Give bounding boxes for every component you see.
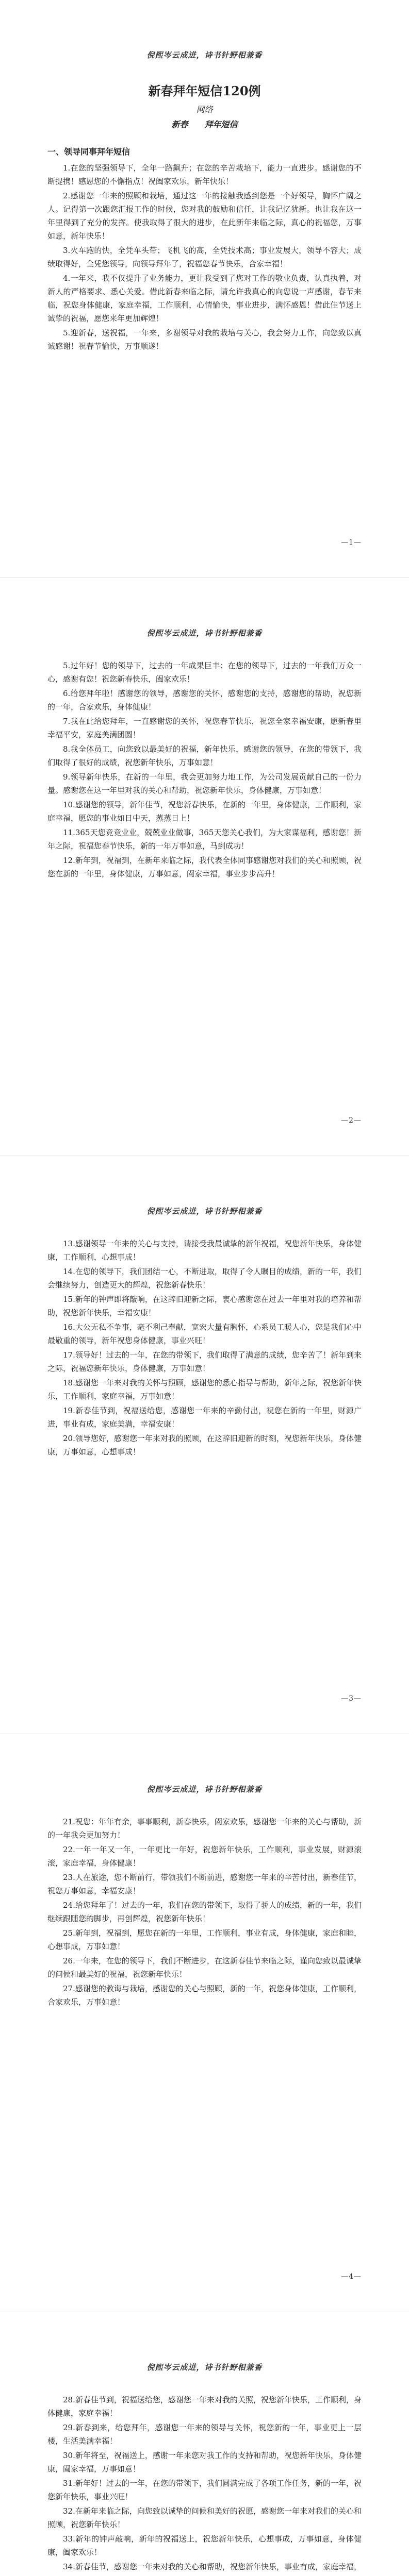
document-page-1 xyxy=(0,0,409,578)
paragraph: 5.过年好！您的领导下，过去的一年成果巨丰；在您的领导下，过去的一年我们万众一心，感谢有您！祝您新春快乐，阖家欢乐！ xyxy=(47,661,362,684)
paragraph: 34.新春佳节，感谢您一年来对我的关心和帮助，祝您新年快乐，事业有成，家庭幸福， xyxy=(63,2562,362,2571)
paragraph: 7.我在此给您拜年，一直感谢您的关怀，祝您春节快乐，祝您全家幸福安康，愿新春里幸福平安，家庭美满团圆！ xyxy=(47,717,362,739)
paragraph: 32.在新年来临之际，向您致以诚挚的问候和美好的祝愿，感谢您一年来对我们的关心和照顾，祝您新年快乐！ xyxy=(47,2506,362,2529)
document-page-2 xyxy=(0,578,409,1156)
paragraph: 24.给您拜年了！过去的一年，我们在您的带领下，取得了骄人的成绩，新的一年，我们继续跟随您的脚步，再创辉煌，祝您新年快乐！ xyxy=(47,1901,362,1923)
paragraph: 8.我全体员工，向您致以最美好的祝福，新年快乐，感谢您的领导，在您的带领下，我们取得了很好的成绩，祝您新年快乐，万事如意！ xyxy=(47,744,362,767)
page-number: —1— xyxy=(341,538,362,547)
document-title: 新春拜年短信120例 xyxy=(148,83,261,98)
paragraph: 6.给您拜年啦！感谢您的领导，感谢您的关怀，感谢您的支持，感谢您的帮助，祝您新的一年，合家欢乐，身体健康！ xyxy=(47,689,362,711)
document-tagline: 新春 拜年短信 xyxy=(171,120,238,129)
paragraph: 30.新年将至，祝福送上，感谢一年来您对我工作的支持和帮助，祝您新年快乐，身体健康，阖家幸福，万事如意！ xyxy=(47,2451,362,2473)
paragraph: 9.领导新年快乐，在新的一年里，我会更加努力地工作，为公司发展贡献自己的一份力量。感谢您在这一年里对我的关心和帮助，祝您新年快乐，身体健康，万事如意！ xyxy=(47,772,362,795)
paragraph: 28.新春佳节到，祝福送给您，感谢您一年来对我的关照，祝您新年快乐，工作顺利，身体健康，家庭幸福！ xyxy=(47,2395,362,2418)
section-title: 一、领导同事拜年短信 xyxy=(47,147,130,157)
paragraph: 17.领导好！过去的一年，在您的带领下，我们取得了满意的成绩，您辛苦了！新年到来之际，祝福您新年快乐，身体健康，万事如意！ xyxy=(47,1350,362,1373)
paragraph: 11.365天您竞竞业业，兢兢业业做事，365天您关心我们，为大家谋福利，感谢您！新年之际，祝福您春节快乐，新的一年万事如意，马到成功！ xyxy=(47,828,362,851)
paragraph: 29.新春到来，给您拜年，感谢您一年来的领导与关怀，祝您新的一年，事业更上一层楼，生活美满幸福！ xyxy=(47,2423,362,2446)
paragraph: 1.在您的坚强领导下，全年一路飙升；在您的辛苦栽培下，能力一直进步。感谢您的不断提携！感恩您的不懈指点！祝阖家欢乐，新年快乐！ xyxy=(47,163,362,186)
paragraph: 26.一年来，在您的领导下，我们不断进步，在这新春佳节来临之际，谨向您致以最诚挚的问候和最美好的祝福，祝您新年快乐！ xyxy=(47,1956,362,1979)
paragraph: 13.感谢领导一年来的关心与支持，请接受我最诚挚的新年祝福，祝您新年快乐，身体健康，工作顺利，心想事成！ xyxy=(47,1239,362,1262)
document-page-3 xyxy=(0,1156,409,1734)
page-number: —4— xyxy=(341,2273,362,2281)
paragraph: 5.迎新春，送祝福，一年来，多谢领导对我的栽培与关心，我会努力工作，向您致以真诚感谢！祝春节愉快，万事顺遂！ xyxy=(47,328,362,351)
paragraph: 22.一年一年又一年，一年更比一年好，祝您新年快乐，工作顺利，事业发展，财源滚滚，家庭幸福，身体健康！ xyxy=(47,1845,362,1868)
paragraph: 16.大公无私不争事，毫不利己奉献，宽宏大量有胸怀，心系员工暖人心，您是我们心中最敬重的领导，新年祝您身体健康，事业兴旺！ xyxy=(47,1323,362,1345)
page-header: 倪熙岑云成进，诗书针野相兼香 xyxy=(146,629,263,638)
paragraph: 14.在您的领导下，我们团结一心，不断进取，取得了令人瞩目的成绩，新的一年，我们会继续努力，创造更大的辉煌，祝您新春快乐！ xyxy=(47,1267,362,1290)
page-header: 倪熙岑云成进，诗书针野相兼香 xyxy=(146,1207,263,1216)
paragraph: 23.人在旅途，您不断前行，带领我们不断前进，感谢您一年来的辛苦付出，新春佳节，祝您万事如意，幸福安康！ xyxy=(47,1873,362,1895)
page-header: 倪熙岑云成进，诗书针野相兼香 xyxy=(146,1785,263,1794)
paragraph: 27.感谢您的教诲与栽培，感谢您的关心与照顾，新的一年，祝您身体健康，工作顺利，合家欢乐，万事如意！ xyxy=(47,1984,362,2007)
page-number: —2— xyxy=(341,1116,362,1125)
paragraph: 21.祝您：年年有余，事事顺利，新春快乐，阖家欢乐，感谢您一年来的关心与帮助，新的一年我会更加努力！ xyxy=(47,1817,362,1840)
paragraph: 2.感谢您一年来的照顾和栽培，通过这一年的接触我感到您是一个好领导，胸怀广阔之人。记得第一次跟您汇报工作的时候，您对我的鼓励和信任，让我记忆犹新。也让我在这一年里得到了充分的发挥。使我取得了很大的进步，在此新年来临之际，真心的祝福您，万事如意，新年快乐！ xyxy=(47,191,362,241)
paragraph: 31.新年好！过去的一年，在您的带领下，我们圆满完成了各项工作任务，新的一年，祝您新年快乐，事业兴旺！ xyxy=(47,2479,362,2501)
paragraph: 10.感谢您的领导，新年佳节，祝您新春快乐，在新的一年里，身体健康，工作顺利，家庭幸福，愿您的事业如日中天，蒸蒸日上！ xyxy=(47,800,362,823)
paragraph: 4.一年来，我不仅提升了业务能力，更让我受到了您对工作的敬业负责，认真执着，对新人的严格要求、悉心关爱。借此新春来临之际，请允许我真心的向您说一声感谢，春节来临，祝您身体健康，家庭幸福，工作顺利，心情愉快，事业进步，满怀感恩！借此佳节送上诚挚的祝福，愿您来年更加辉煌！ xyxy=(47,274,362,323)
paragraph: 12.新年到，祝福到，在新年来临之际，我代表全体同事感谢您对我们的关心和照顾，祝您在新的一年里，身体健康，万事如意，阖家幸福，事业步步高升！ xyxy=(47,856,362,878)
page-header: 倪熙岑云成进，诗书针野相兼香 xyxy=(146,50,263,60)
paragraph: 15.新年的钟声即将敲响，在这辞旧迎新之际，衷心感谢您在过去一年里对我的培养和帮助，祝您新年快乐，幸福安康！ xyxy=(47,1295,362,1317)
paragraph: 25.新年到，祝福到，愿您在新的一年里，工作顺利，事业有成，身体健康，家庭和睦，心想事成，万事如意！ xyxy=(47,1928,362,1951)
document-page-5 xyxy=(0,2312,409,2576)
paragraph: 18.感谢您一年来对我的关怀与照顾，感谢您的悉心指导与帮助，新年之际，祝您新年快乐，工作顺利，家庭幸福，万事如意！ xyxy=(47,1378,362,1401)
paragraph: 3.火车跑的快，全凭车头带；飞机飞的高，全凭技术高；事业发展大，领导不容大；成绩取得好，全凭您领导，向领导拜年了，祝福您春节快乐，合家幸福！ xyxy=(47,246,362,268)
paragraph: 19.新春佳节到，祝福送给您，感谢您一年来的辛勤付出，祝您在新的一年里，财源广进，事业有成，家庭美满，幸福安康！ xyxy=(47,1406,362,1429)
document-author: 网络 xyxy=(196,105,213,114)
paragraph: 20.领导您好，感谢您一年来对我的照顾，在这辞旧迎新的时刻，祝您新年快乐，身体健康，万事如意，心想事成！ xyxy=(47,1434,362,1456)
document-page-4 xyxy=(0,1734,409,2312)
paragraph: 33.新年的钟声敲响，新年的祝福送上，祝您新年快乐，心想事成，万事如意，身体健康，阖家欢乐！ xyxy=(47,2534,362,2557)
page-header: 倪熙岑云成进，诗书针野相兼香 xyxy=(146,2363,263,2372)
page-number: —3— xyxy=(341,1694,362,1703)
